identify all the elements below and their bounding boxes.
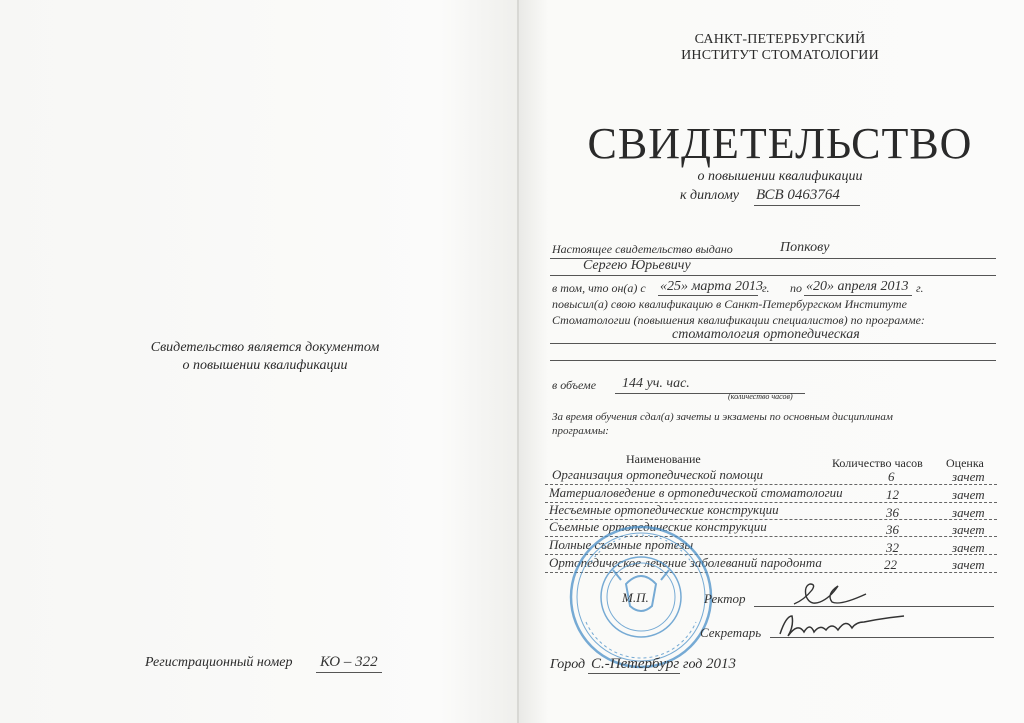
table-row-hours: 36 [886,505,899,520]
table-row-name: Материаловедение в ортопедической стоматологии [549,485,843,500]
institute-line2: ИНСТИТУТ СТОМАТОЛОГИИ [681,48,879,63]
table-row-hours: 36 [886,522,899,537]
period-start-underline [658,295,758,296]
table-row-hours: 12 [886,487,899,502]
period-end: «20» апреля 2013 [806,279,909,294]
certificate-subtitle: о повышении квалификации [697,169,863,184]
program-line-2 [550,360,996,361]
exams-intro-line1: За время обучения сдал(а) зачеты и экзамены по основным дисциплинам [552,411,893,423]
reg-number: КО – 322 [320,654,378,670]
table-row-name: Организация ортопедической помощи [552,467,764,482]
certificate-title: СВИДЕТЕЛЬСТВО [587,119,973,168]
reg-label: Регистрационный номер [145,655,293,670]
volume-label: в объеме [552,378,597,392]
period-line3: Стоматологии (повышения квалификации специалистов) по программе: [552,313,925,327]
rector-signature [790,578,870,612]
rector-label: Ректор [704,591,746,606]
table-row-grade: зачет [952,540,985,555]
period-g1: г. [762,281,770,295]
mp-label: М.П. [622,590,649,605]
table-row-name: Несъемные ортопедические конструкции [549,502,779,517]
diploma-label: к диплому [680,188,740,203]
period-end-underline [804,295,912,296]
period-start: «25» марта 2013 [660,279,764,294]
volume-value: 144 уч. час. [622,376,690,391]
left-note-line2: о повышении квалификации [182,358,348,373]
period-g2: г. [916,281,924,295]
issued-label: Настоящее свидетельство выдано [552,242,733,256]
table-row-grade: зачет [952,469,985,484]
table-row-name: Полные съемные протезы [549,537,694,552]
table-row-grade: зачет [952,557,985,572]
table-header-grade: Оценка [946,456,984,470]
left-note-line1: Свидетельство является документом [150,340,380,355]
table-row-name: Ортопедическое лечение заболеваний пародонта [549,555,822,570]
city-underline [588,673,680,674]
year-label: год [683,657,703,672]
recipient-surname: Попкову [780,240,830,255]
program-line [550,343,996,344]
name-line [550,275,996,276]
exams-intro-line2: программы: [552,425,609,437]
table-row-name: Съемные ортопедические конструкции [549,519,767,534]
table-row-grade: зачет [952,505,985,520]
table-row-hours: 6 [888,469,895,484]
secretary-label: Секретарь [700,625,762,640]
program-name: стоматология ортопедическая [672,327,860,342]
city-value: С.-Петербург [591,656,680,672]
institute-line1: САНКТ-ПЕТЕРБУРГСКИЙ [694,32,866,47]
table-row-grade: зачет [952,522,985,537]
secretary-signature [776,610,926,644]
period-line2: повысил(а) свою квалификацию в Санкт-Петербургском Институте [552,297,907,311]
table-header-hours: Количество часов [832,456,923,470]
reg-number-underline [316,672,382,673]
table-row-grade: зачет [952,487,985,502]
period-to: по [790,281,802,295]
table-row-hours: 22 [884,557,897,572]
diploma-number: ВСВ 0463764 [756,187,840,203]
volume-caption: (количество часов) [728,392,793,401]
table-header-name: Наименование [626,452,701,466]
table-row-hours: 32 [886,540,899,555]
year-value: 2013 [706,656,736,672]
diploma-underline [754,205,860,206]
recipient-name: Сергею Юрьевичу [583,258,691,273]
city-label: Город [550,657,586,672]
period-prefix: в том, что он(а) с [552,281,646,295]
